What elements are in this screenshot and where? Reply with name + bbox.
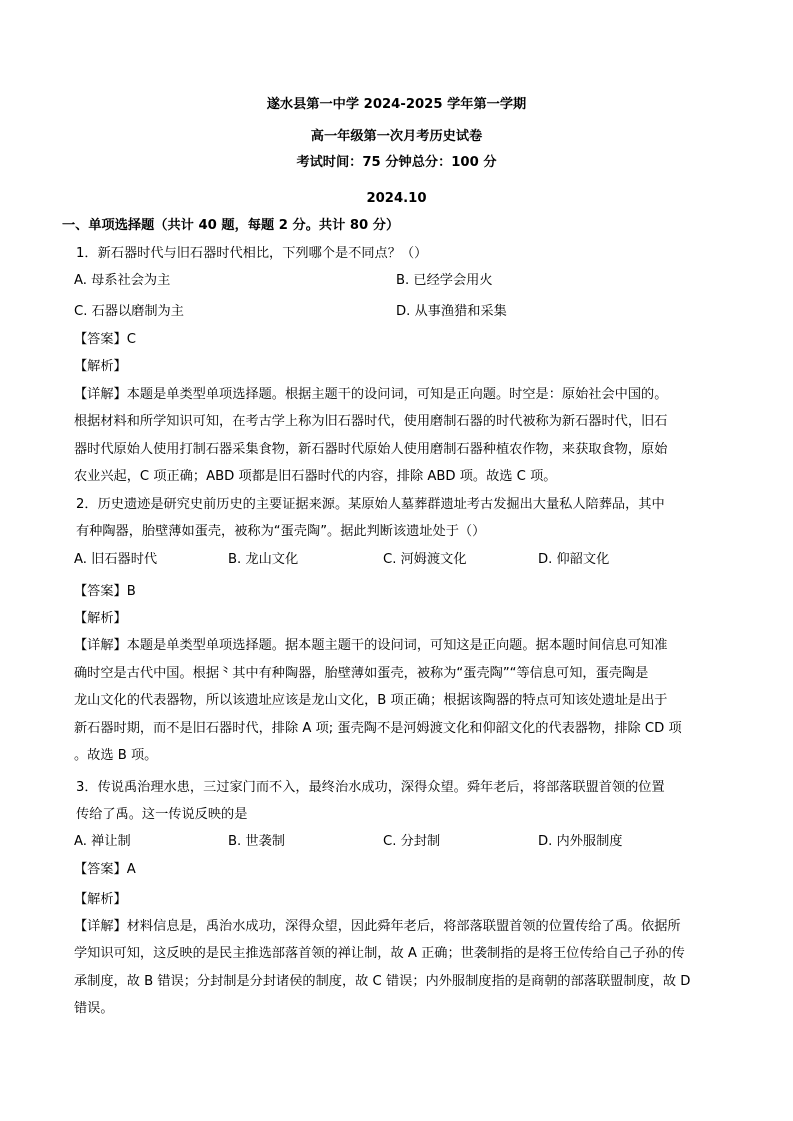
q2-option-a: A. 旧石器时代 xyxy=(74,552,158,567)
q2-stem-line: 有种陶器，胎壁薄如蛋壳，被称为“蛋壳陶”。据此判断该遗址处于（） xyxy=(76,524,486,539)
q3-option-a: A. 禅让制 xyxy=(74,834,131,849)
q2-option-b: B. 龙山文化 xyxy=(228,552,299,567)
exam-title: 高一年级第一次月考历史试卷 xyxy=(310,129,483,144)
q1-stem: 1．新石器时代与旧石器时代相比，下列哪个是不同点？（） xyxy=(76,246,428,261)
q1-detail-line: 农业兴起，C 项正确；ABD 项都是旧石器时代的内容，排除 ABD 项。故选 C 项。 xyxy=(74,469,557,484)
q2-analysis-label: 【解析】 xyxy=(74,611,127,626)
q3-option-b: B. 世袭制 xyxy=(228,834,285,849)
q2-detail-line: 新石器时期，而不是旧石器时代，排除 A 项; 蛋壳陶不是河姆渡文化和仰韶文化的代表器物，排除 CD 项 xyxy=(74,721,682,736)
q1-detail-line: 【详解】本题是单类型单项选择题。根据主题干的设问词，可知是正向题。时空是：原始社会中国的。 xyxy=(74,387,668,402)
q2-detail-line: 。故选 B 项。 xyxy=(74,748,158,763)
q2-option-c: C. 河姆渡文化 xyxy=(383,552,467,567)
school-title: 遂水县第一中学 2024-2025 学年第一学期 xyxy=(266,97,527,112)
q3-option-c: C. 分封制 xyxy=(383,834,441,849)
q1-option-c: C. 石器以磨制为主 xyxy=(74,304,184,319)
q3-option-d: D. 内外服制度 xyxy=(538,834,623,849)
q3-stem-line: 传给了禹。这一传说反映的是 xyxy=(76,807,248,822)
exam-info: 考试时间：75 分钟总分：100 分 xyxy=(296,155,497,170)
q3-analysis-label: 【解析】 xyxy=(74,892,127,907)
q1-option-d: D. 从事渔猎和采集 xyxy=(396,304,507,319)
q2-option-d: D. 仰韶文化 xyxy=(538,552,610,567)
q2-detail-line: 【详解】本题是单类型单项选择题。据本题主题干的设问词，可知这是正向题。据本题时间信息可知准 xyxy=(74,638,668,653)
q3-detail-line: 【详解】材料信息是，禹治水成功，深得众望，因此舜年老后，将部落联盟首领的位置传给了禹。依据所 xyxy=(74,919,681,934)
q3-answer: 【答案】A xyxy=(74,862,136,877)
q1-option-b: B. 已经学会用火 xyxy=(396,273,493,288)
q3-stem-line: 3．传说禹治理水患，三过家门而不入，最终治水成功，深得众望。舜年老后，将部落联盟首领的位置 xyxy=(76,780,665,795)
q1-detail-line: 器时代原始人使用打制石器采集食物，新石器时代原始人使用磨制石器种植农作物，来获取食物，原始 xyxy=(74,442,668,457)
q1-answer: 【答案】C xyxy=(74,332,136,347)
q3-detail-line: 学知识可知，这反映的是民主推选部落首领的禅让制，故 A 正确；世袭制指的是将王位传给自己子孙的传 xyxy=(74,946,685,961)
q2-answer: 【答案】B xyxy=(74,584,136,599)
q1-detail-line: 根据材料和所学知识可知，在考古学上称为旧石器时代，使用磨制石器的时代被称为新石器时代，旧石 xyxy=(74,414,668,429)
q3-detail-line: 错误。 xyxy=(74,1001,114,1016)
q1-analysis-label: 【解析】 xyxy=(74,359,127,374)
q3-detail-line: 承制度，故 B 错误；分封制是分封诸侯的制度，故 C 错误；内外服制度指的是商朝的部落联盟制度，故 D xyxy=(74,974,691,989)
q2-stem-line: 2．历史遗迹是研究史前历史的主要证据来源。某原始人墓葬群遗址考古发掘出大量私人陪葬品，其中 xyxy=(76,497,665,512)
section-heading: 一、单项选择题（共计 40 题，每题 2 分。共计 80 分） xyxy=(62,218,400,233)
q2-detail-line: 龙山文化的代表器物，所以该遗址应该是龙山文化，B 项正确；根据该陶器的特点可知该处遗址是出于 xyxy=(74,693,668,708)
q2-detail-line: 确时空是古代中国。根据⺀其中有种陶器，胎壁薄如蛋壳，被称为“蛋壳陶”“等信息可知，蛋壳陶是 xyxy=(74,666,649,681)
exam-date: 2024.10 xyxy=(366,191,427,206)
q1-option-a: A. 母系社会为主 xyxy=(74,273,171,288)
